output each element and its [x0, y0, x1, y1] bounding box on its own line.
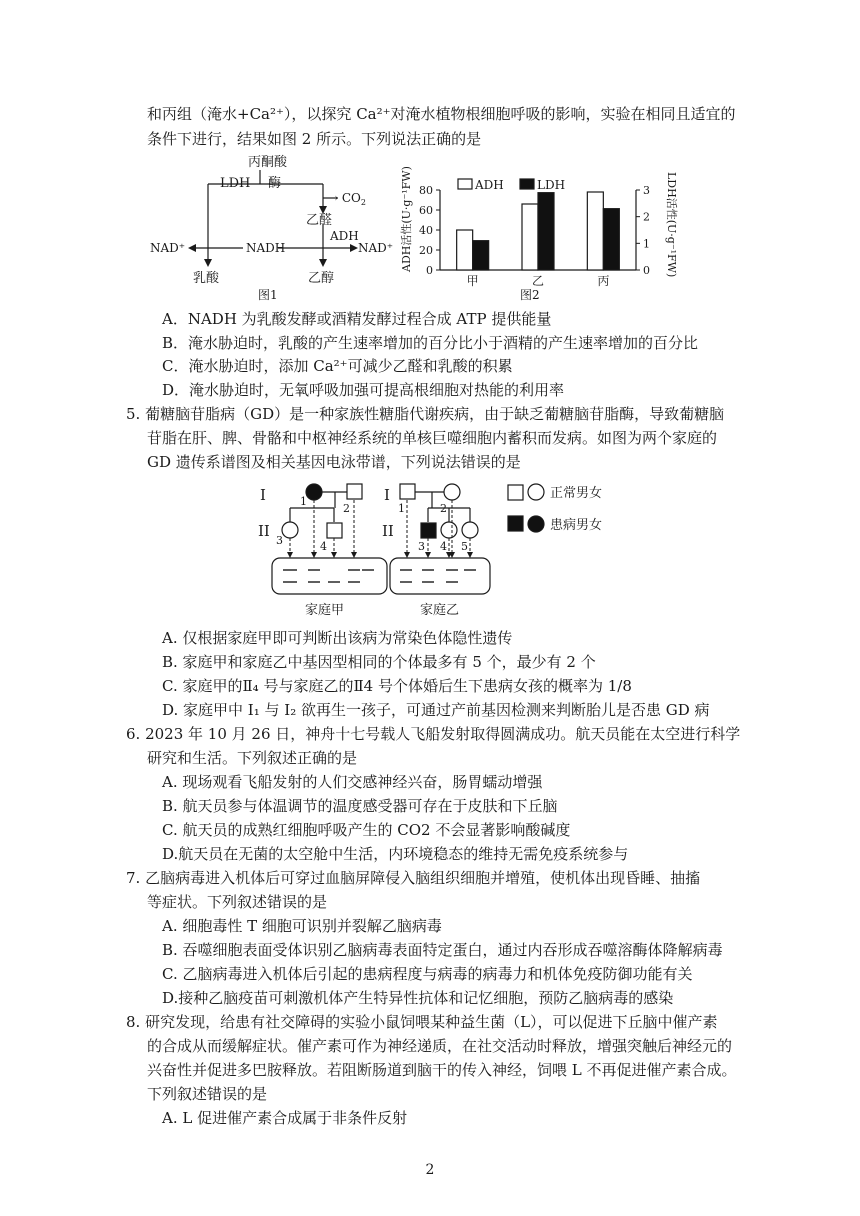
q6-stem-line-1: 6. 2023 年 10 月 26 日，神舟十七号载人飞船发射取得圆满成功。航天员能在太空进行科学 — [126, 725, 741, 743]
q5-stem-line-2: 苷脂在肝、脾、骨骼和中枢神经系统的单核巨噬细胞内蓄积而发病。如图为两个家庭的 — [147, 429, 718, 447]
y-tick-label-left: 20 — [419, 244, 433, 257]
q7-option-a: A. 细胞毒性 T 细胞可识别并裂解乙脑病毒 — [162, 917, 442, 935]
acetaldehyde-label: 乙醛 — [306, 213, 333, 228]
q8-option-a: A. L 促进催产素合成属于非条件反射 — [162, 1109, 408, 1127]
y-tick-label-right: 0 — [643, 264, 650, 277]
y-tick-label-left: 60 — [419, 204, 433, 217]
bar-ldh — [603, 209, 619, 270]
y-tick-label-right: 3 — [643, 184, 650, 197]
q5-option-b: B. 家庭甲和家庭乙中基因型相同的个体最多有 5 个，最少有 2 个 — [162, 653, 596, 671]
family-b-caption: 家庭乙 — [420, 603, 460, 618]
enzyme-label: 酶 — [268, 176, 282, 191]
family-a-gen-1-label: I — [260, 486, 266, 504]
q5-option-a: A. 仅根据家庭甲即可判断出该病为常染色体隐性遗传 — [162, 629, 513, 647]
q6-option-a: A. 现场观看飞船发射的人们交感神经兴奋，肠胃蠕动增强 — [162, 773, 543, 791]
figure-2-caption: 图2 — [520, 288, 540, 302]
x-tick-label: 甲 — [466, 274, 479, 288]
page-number: 2 — [425, 1162, 435, 1178]
bar-ldh — [473, 241, 489, 270]
bar-adh — [522, 204, 538, 270]
q5-option-d: D. 家庭甲中 I₁ 与 I₂ 欲再生一孩子，可通过产前基因检测来判断胎儿是否患 GD 病 — [162, 701, 710, 719]
nadh-label: NADH — [246, 241, 286, 255]
x-tick-label: 丙 — [597, 274, 610, 288]
adh-label: ADH — [330, 229, 359, 243]
family-a-i1-number: 1 — [300, 495, 307, 508]
q8-stem-line-3: 兴奋性并促进多巴胺释放。若阻断肠道到脑干的传入神经，饲喂 L 不再促进催产素合成。 — [147, 1061, 737, 1079]
intro-line-1: 和丙组（淹水+Ca²⁺），以探究 Ca²⁺对淹水植物根细胞呼吸的影响，实验在相同且适宜的 — [147, 105, 736, 123]
y-tick-label-left: 0 — [426, 264, 433, 277]
family-a-i2-number: 2 — [343, 502, 350, 515]
q4-option-a: A．NADH 为乳酸发酵或酒精发酵过程合成 ATP 提供能量 — [162, 310, 552, 328]
x-tick-label: 乙 — [531, 274, 545, 288]
family-b-i1-number: 1 — [398, 502, 405, 515]
bar-adh — [587, 192, 603, 270]
family-b-i2-number: 2 — [440, 502, 447, 515]
family-b-gen-2-label: II — [382, 522, 394, 540]
q8-stem-line-4: 下列叙述错误的是 — [147, 1085, 268, 1103]
intro-line-2: 条件下进行，结果如图 2 所示。下列说法正确的是 — [147, 130, 482, 148]
lactate-label: 乳酸 — [193, 271, 220, 286]
legend-swatch-adh — [458, 179, 472, 189]
ldh-label: LDH — [220, 176, 251, 191]
figure-1-caption: 图1 — [258, 288, 278, 302]
family-a-gen-2-label: II — [258, 522, 270, 540]
y-axis-label-right: LDH活性(U·g⁻¹FW) — [665, 172, 678, 278]
q7-option-b: B. 吞噬细胞表面受体识别乙脑病毒表面特定蛋白，通过内吞形成吞噬溶酶体降解病毒 — [162, 941, 723, 959]
q8-stem-line-1: 8. 研究发现，给患有社交障碍的实验小鼠饲喂某种益生菌（L），可以促进下丘脑中催产素 — [126, 1013, 718, 1031]
family-b-gen-1-label: I — [384, 486, 390, 504]
legend-label-ldh: LDH — [537, 178, 566, 192]
family-b-ii5-number: 5 — [461, 540, 468, 553]
figure-2-bar-chart — [398, 162, 678, 302]
q6-option-c: C. 航天员的成熟红细胞呼吸产生的 CO2 不会显著影响酸碱度 — [162, 821, 571, 839]
q5-stem-line-1: 5. 葡糖脑苷脂病（GD）是一种家族性糖脂代谢疾病，由于缺乏葡糖脑苷脂酶，导致葡糖脑 — [126, 405, 725, 423]
q7-stem-line-1: 7. 乙脑病毒进入机体后可穿过血脑屏障侵入脑组织细胞并增殖，使机体出现昏睡、抽搐 — [126, 869, 701, 887]
q7-option-c: C. 乙脑病毒进入机体后引起的患病程度与病毒的病毒力和机体免疫防御功能有关 — [162, 965, 693, 983]
q7-option-d: D.接种乙脑疫苗可刺激机体产生特异性抗体和记忆细胞，预防乙脑病毒的感染 — [162, 989, 674, 1007]
q6-option-d: D.航天员在无菌的太空舱中生活，内环境稳态的维持无需免疫系统参与 — [162, 845, 629, 863]
family-b-ii4-number: 4 — [440, 540, 447, 553]
y-tick-label-right: 2 — [643, 210, 650, 224]
bar-adh — [457, 230, 473, 270]
pedigree-figure — [250, 478, 650, 620]
q4-option-c: C．淹水胁迫时，添加 Ca²⁺可减少乙醛和乳酸的积累 — [162, 357, 513, 375]
nad-right-label: NAD⁺ — [358, 241, 394, 255]
figure-1-pathway-diagram — [148, 152, 398, 302]
y-tick-label-right: 1 — [643, 237, 650, 251]
q6-stem-line-2: 研究和生活。下列叙述正确的是 — [147, 749, 358, 767]
y-axis-label-left: ADH活性(U·g⁻¹FW) — [400, 166, 413, 272]
y-tick-label-left: 40 — [419, 224, 433, 237]
nad-left-label: NAD⁺ — [150, 241, 186, 255]
q5-option-c: C. 家庭甲的Ⅱ₄ 号与家庭乙的Ⅱ4 号个体婚后生下患病女孩的概率为 1/8 — [162, 677, 632, 695]
q5-stem-line-3: GD 遗传系谱图及相关基因电泳带谱，下列说法错误的是 — [147, 453, 521, 471]
legend-affected-label: 患病男女 — [550, 518, 603, 533]
family-b-ii3-number: 3 — [418, 540, 425, 553]
legend-normal-label: 正常男女 — [550, 486, 603, 501]
q4-option-b: B．淹水胁迫时，乳酸的产生速率增加的百分比小于酒精的产生速率增加的百分比 — [162, 334, 699, 352]
co2-label: → $CO_2$ — [328, 191, 366, 207]
q7-stem-line-2: 等症状。下列叙述错误的是 — [147, 893, 328, 911]
q8-stem-line-2: 的合成从而缓解症状。催产素可作为神经递质，在社交活动时释放，增强突触后神经元的 — [147, 1037, 733, 1055]
ethanol-label: 乙醇 — [308, 271, 335, 286]
family-a-ii3-number: 3 — [276, 534, 283, 547]
family-a-caption: 家庭甲 — [305, 603, 345, 618]
family-a-ii4-number: 4 — [320, 540, 327, 553]
bar-ldh — [538, 193, 554, 270]
legend-swatch-ldh — [520, 179, 534, 189]
legend-label-adh: ADH — [475, 178, 504, 192]
y-tick-label-left: 80 — [419, 184, 433, 197]
q4-option-d: D．淹水胁迫时，无氧呼吸加强可提高根细胞对热能的利用率 — [162, 381, 565, 399]
pyruvate-label: 丙酮酸 — [248, 155, 288, 170]
q6-option-b: B. 航天员参与体温调节的温度感受器可存在于皮肤和下丘脑 — [162, 797, 558, 815]
